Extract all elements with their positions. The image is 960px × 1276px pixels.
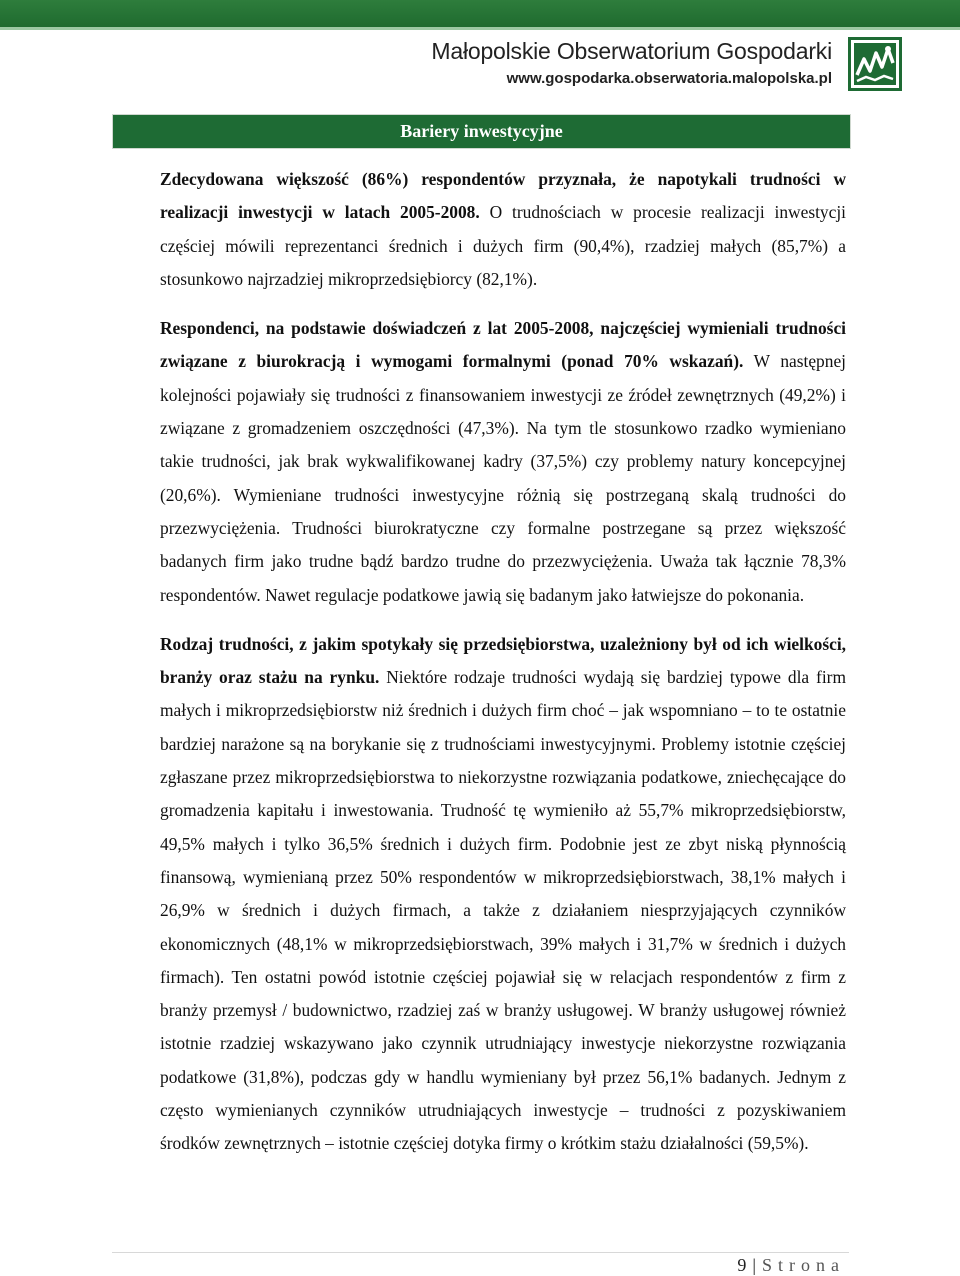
page-number [737, 1255, 845, 1276]
paragraph-3-lead: Rodzaj trudności, z jakim spotykały się przedsiębiorstwa, uzależniony był od ich wielkości, branży oraz stażu na rynku. [160, 633, 846, 688]
page-number-value: 9 [737, 1255, 747, 1275]
section-title-banner [112, 114, 851, 149]
section-title: Bariery inwestycyjne [400, 121, 563, 141]
paragraph-2-lead: Respondenci, na podstawie doświadczeń z lat 2005-2008, najczęściej wymieniali trudności związane z biurokracją i wymogami formalnymi (ponad 70% wskazań). [160, 318, 846, 372]
brand-url[interactable]: www.gospodarka.obserwatoria.malopolska.pl [506, 70, 832, 87]
paragraph-3 [115, 628, 846, 1161]
paragraph-1 [115, 163, 846, 296]
paragraph-1-text: O trudnościach w procesie realizacji inwestycji częściej mówili reprezentanci średnich i dużych firm (90,4%), rzadziej małych (85,7%) a stosunkowo najrzadziej mikroprzedsiębiorcy (82,1%). [160, 202, 846, 289]
page-separator: | [752, 1255, 756, 1275]
header-green-bar [0, 0, 960, 27]
paragraph-2 [115, 312, 846, 612]
page-word: Strona [762, 1255, 845, 1275]
document-body [115, 163, 846, 1177]
footer-divider [112, 1252, 849, 1253]
paragraph-2-text: W następnej kolejności pojawiały się trudności z finansowaniem inwestycji ze źródeł zewnętrznych (49,2%) i związane z gromadzeniem oszczędności (47,3%). Na tym tle stosunkowo rzadko wymieniano takie trudności, jak brak wykwalifikowanej kadry (37,5%) czy problemy natury koncepcyjnej (20,6%). Wymieniane trudności inwestycyjne różnią się postrzeganą skalą trudności do przezwyciężenia. Trudności biurokratyczne czy formalne postrzegane są przez większość badanych firm jako trudne bądź bardzo trudne do przezwyciężenia. Uważa tak łącznie 78,3% respondentów. Nawet regulacje podatkowe jawią się badanym jako łatwiejsze do pokonania. [160, 351, 846, 605]
mog-logo-icon [848, 37, 902, 91]
paragraph-1-lead: Zdecydowana większość (86%) respondentów przyznała, że napotykali trudności w realizacji inwestycji w latach 2005-2008. [160, 169, 846, 223]
paragraph-3-text: Niektóre rodzaje trudności wydają się bardziej typowe dla firm małych i mikroprzedsiębiorstw niż średnich i dużych firm choć – jak wspomniano – to te ostatnie bardziej narażone są na borykanie się z trudnościami inwestycyjnymi. Problemy istotnie częściej zgłaszane przez mikroprzedsiębiorstwa to niekorzystne rozwiązania podatkowe, zniechęcające do gromadzenia kapitału i inwestowania. Trudność tę wymieniło aż 55,7% mikroprzedsiębiorstw, 49,5% małych i tylko 36,5% średnich i dużych firm. Podobnie jest ze zbyt niską płynnością finansową, wymienianą przez 50% respondentów w mikroprzedsiębiorstwach, 38,1% małych i 26,9% w średnich i dużych firmach, a także z działaniem niesprzyjających czynników ekonomicznych (48,1% w mikroprzedsiębiorstwach, 39% małych i 31,7% w średnich i dużych firmach). Ten ostatni powód istotnie częściej pojawiał się w relacjach respondentów z firm z branży przemysł / budownictwo, rzadziej zaś w branży usługowej. W branży usługowej również istotnie rzadziej wskazywano jako czynnik utrudniający inwestycje niekorzystne rozwiązania podatkowe (31,8%), podczas gdy w handlu wymieniany był przez 56,1% badanych. Jednym z często wymienianych czynników utrudniających inwestycje – trudności z pozyskiwaniem środków zewnętrznych – istotnie częściej dotyka firmy o krótkim stażu działalności (59,5%). [160, 667, 846, 1154]
brand-title: Małopolskie Obserwatorium Gospodarki [431, 38, 832, 64]
header-stripe [0, 27, 960, 30]
